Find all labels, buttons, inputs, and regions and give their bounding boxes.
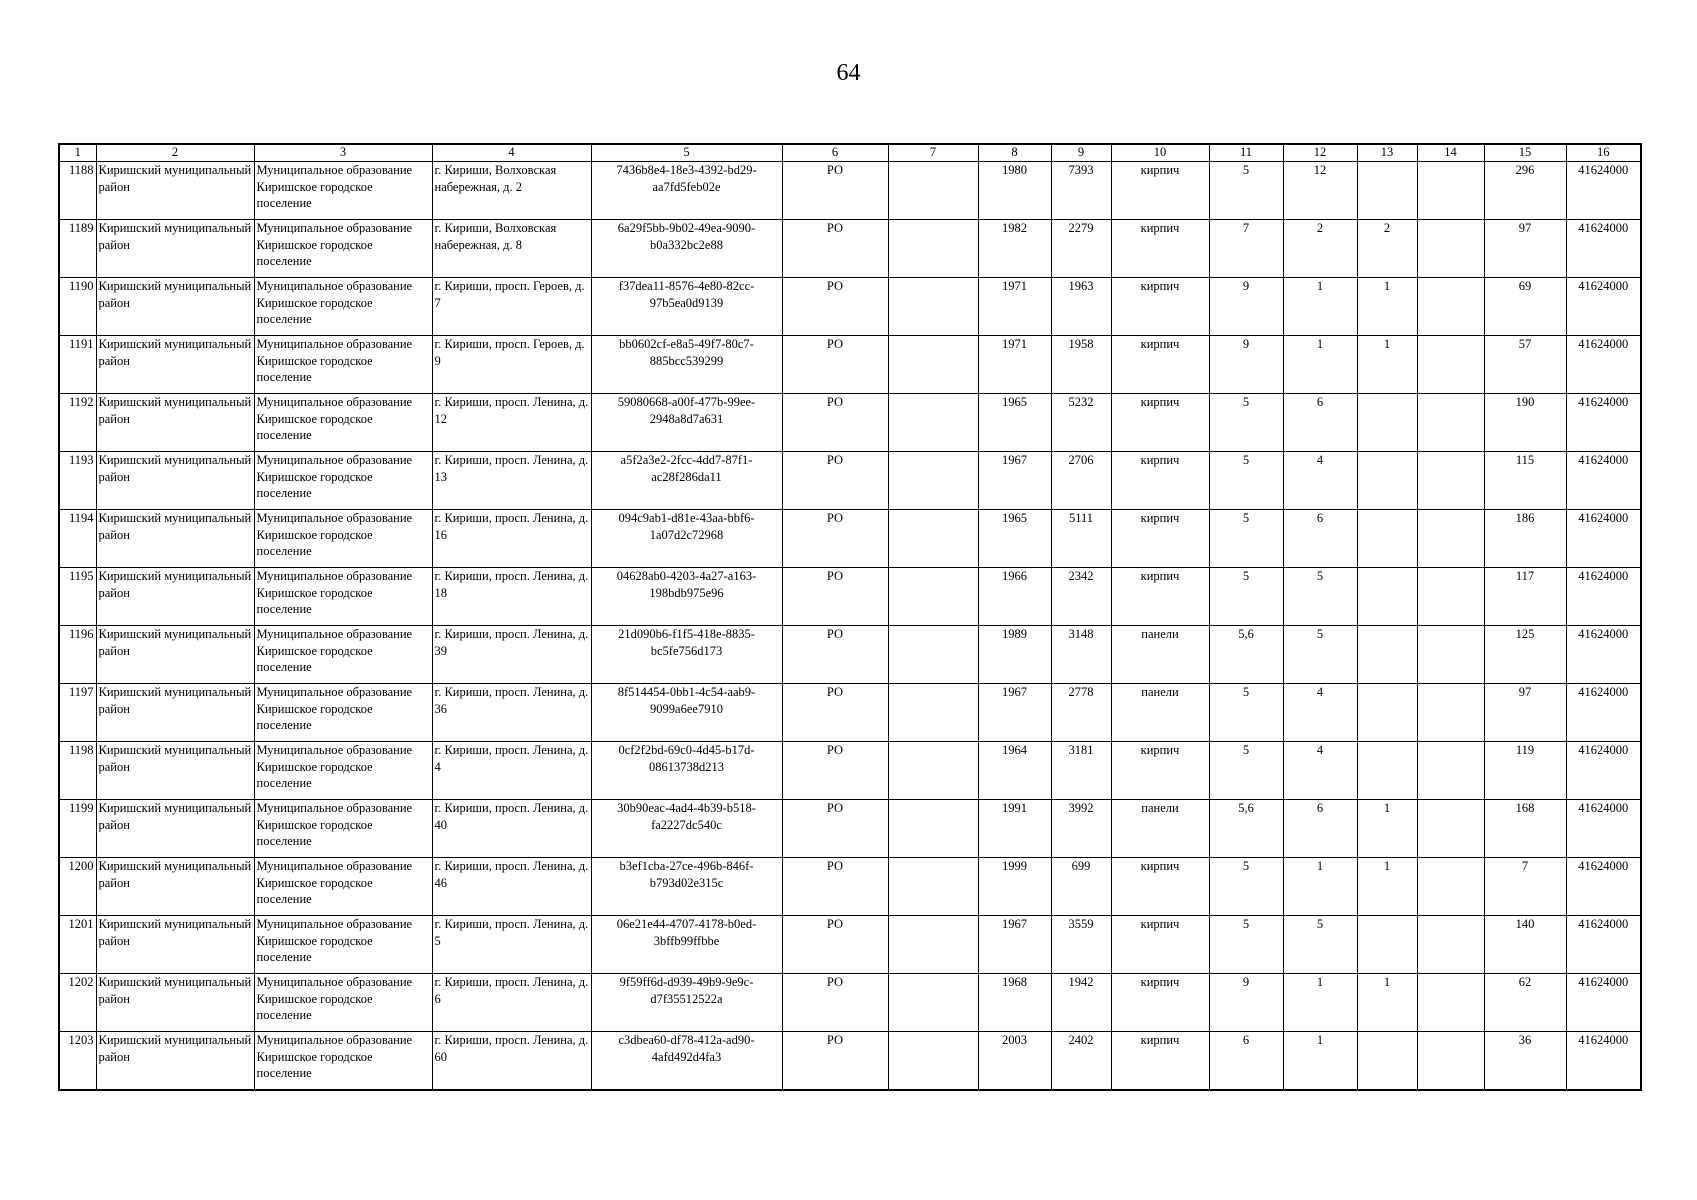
cell-floors: 5 bbox=[1209, 162, 1283, 220]
cell-municipality: Муниципальное образование Киришское городское поселение bbox=[254, 684, 432, 742]
cell-row-number: 1191 bbox=[59, 336, 96, 394]
cell-row-number: 1193 bbox=[59, 452, 96, 510]
cell-row-number: 1197 bbox=[59, 684, 96, 742]
cell-col-12: 4 bbox=[1283, 684, 1357, 742]
cell-fias-id: a5f2a3e2-2fcc-4dd7-87f1-ac28f286da11 bbox=[591, 452, 782, 510]
cell-district: Киришский муниципальный район bbox=[96, 916, 254, 974]
cell-build-year: 1989 bbox=[978, 626, 1051, 684]
cell-build-year: 1967 bbox=[978, 916, 1051, 974]
cell-col-15: 69 bbox=[1484, 278, 1566, 336]
cell-wall-material: кирпич bbox=[1111, 858, 1209, 916]
cell-col-13: 1 bbox=[1357, 858, 1417, 916]
cell-district: Киришский муниципальный район bbox=[96, 858, 254, 916]
cell-area: 1942 bbox=[1051, 974, 1111, 1032]
cell-area: 3559 bbox=[1051, 916, 1111, 974]
cell-district: Киришский муниципальный район bbox=[96, 974, 254, 1032]
cell-col-7 bbox=[888, 220, 978, 278]
cell-floors: 9 bbox=[1209, 278, 1283, 336]
table-row bbox=[59, 220, 1641, 278]
cell-col-15: 119 bbox=[1484, 742, 1566, 800]
cell-address: г. Кириши, просп. Героев, д. 7 bbox=[432, 278, 591, 336]
cell-fias-id: 094c9ab1-d81e-43aa-bbf6-1a07d2c72968 bbox=[591, 510, 782, 568]
cell-col-14 bbox=[1417, 220, 1484, 278]
column-header-14: 14 bbox=[1417, 144, 1484, 162]
cell-col-12: 1 bbox=[1283, 858, 1357, 916]
column-header-10: 10 bbox=[1111, 144, 1209, 162]
cell-col-13 bbox=[1357, 568, 1417, 626]
cell-management-type: РО bbox=[782, 336, 888, 394]
cell-row-number: 1195 bbox=[59, 568, 96, 626]
cell-wall-material: кирпич bbox=[1111, 394, 1209, 452]
cell-row-number: 1189 bbox=[59, 220, 96, 278]
cell-col-15: 62 bbox=[1484, 974, 1566, 1032]
cell-row-number: 1198 bbox=[59, 742, 96, 800]
cell-management-type: РО bbox=[782, 162, 888, 220]
cell-area: 699 bbox=[1051, 858, 1111, 916]
cell-area: 2342 bbox=[1051, 568, 1111, 626]
cell-col-13 bbox=[1357, 1032, 1417, 1090]
cell-col-14 bbox=[1417, 452, 1484, 510]
cell-municipality: Муниципальное образование Киришское городское поселение bbox=[254, 452, 432, 510]
cell-col-13 bbox=[1357, 626, 1417, 684]
column-header-8: 8 bbox=[978, 144, 1051, 162]
cell-municipality: Муниципальное образование Киришское городское поселение bbox=[254, 916, 432, 974]
cell-row-number: 1192 bbox=[59, 394, 96, 452]
cell-row-number: 1200 bbox=[59, 858, 96, 916]
cell-build-year: 1968 bbox=[978, 974, 1051, 1032]
cell-address: г. Кириши, просп. Ленина, д. 40 bbox=[432, 800, 591, 858]
cell-fias-id: b3ef1cba-27ce-496b-846f-b793d02e315c bbox=[591, 858, 782, 916]
cell-col-13: 1 bbox=[1357, 336, 1417, 394]
cell-col-15: 125 bbox=[1484, 626, 1566, 684]
cell-fias-id: 21d090b6-f1f5-418e-8835-bc5fe756d173 bbox=[591, 626, 782, 684]
cell-col-7 bbox=[888, 974, 978, 1032]
cell-col-7 bbox=[888, 1032, 978, 1090]
cell-area: 2402 bbox=[1051, 1032, 1111, 1090]
cell-row-number: 1202 bbox=[59, 974, 96, 1032]
cell-row-number: 1203 bbox=[59, 1032, 96, 1090]
column-header-9: 9 bbox=[1051, 144, 1111, 162]
cell-management-type: РО bbox=[782, 1032, 888, 1090]
column-number-header-row bbox=[59, 144, 1641, 162]
cell-management-type: РО bbox=[782, 916, 888, 974]
cell-management-type: РО bbox=[782, 220, 888, 278]
cell-row-number: 1194 bbox=[59, 510, 96, 568]
cell-col-13 bbox=[1357, 394, 1417, 452]
cell-col-12: 6 bbox=[1283, 510, 1357, 568]
cell-oktmo: 41624000 bbox=[1566, 626, 1641, 684]
cell-col-7 bbox=[888, 394, 978, 452]
cell-col-7 bbox=[888, 858, 978, 916]
cell-wall-material: панели bbox=[1111, 800, 1209, 858]
cell-district: Киришский муниципальный район bbox=[96, 626, 254, 684]
cell-col-7 bbox=[888, 278, 978, 336]
cell-build-year: 1999 bbox=[978, 858, 1051, 916]
cell-col-12: 4 bbox=[1283, 452, 1357, 510]
cell-oktmo: 41624000 bbox=[1566, 858, 1641, 916]
column-header-16: 16 bbox=[1566, 144, 1641, 162]
cell-municipality: Муниципальное образование Киришское городское поселение bbox=[254, 974, 432, 1032]
cell-fias-id: 0cf2f2bd-69c0-4d45-b17d-08613738d213 bbox=[591, 742, 782, 800]
cell-address: г. Кириши, просп. Ленина, д. 12 bbox=[432, 394, 591, 452]
cell-col-14 bbox=[1417, 684, 1484, 742]
cell-col-15: 168 bbox=[1484, 800, 1566, 858]
cell-wall-material: кирпич bbox=[1111, 510, 1209, 568]
cell-address: г. Кириши, просп. Ленина, д. 5 bbox=[432, 916, 591, 974]
cell-municipality: Муниципальное образование Киришское городское поселение bbox=[254, 568, 432, 626]
cell-col-12: 1 bbox=[1283, 336, 1357, 394]
cell-col-13: 1 bbox=[1357, 974, 1417, 1032]
cell-wall-material: кирпич bbox=[1111, 974, 1209, 1032]
cell-col-14 bbox=[1417, 568, 1484, 626]
cell-build-year: 1965 bbox=[978, 394, 1051, 452]
cell-area: 3992 bbox=[1051, 800, 1111, 858]
cell-wall-material: кирпич bbox=[1111, 568, 1209, 626]
cell-build-year: 1971 bbox=[978, 278, 1051, 336]
table-body bbox=[59, 162, 1641, 1090]
cell-col-7 bbox=[888, 162, 978, 220]
cell-build-year: 2003 bbox=[978, 1032, 1051, 1090]
cell-build-year: 1991 bbox=[978, 800, 1051, 858]
cell-management-type: РО bbox=[782, 278, 888, 336]
cell-build-year: 1964 bbox=[978, 742, 1051, 800]
cell-oktmo: 41624000 bbox=[1566, 974, 1641, 1032]
cell-col-15: 97 bbox=[1484, 220, 1566, 278]
table-row bbox=[59, 626, 1641, 684]
cell-district: Киришский муниципальный район bbox=[96, 568, 254, 626]
cell-municipality: Муниципальное образование Киришское городское поселение bbox=[254, 278, 432, 336]
cell-col-12: 12 bbox=[1283, 162, 1357, 220]
column-header-5: 5 bbox=[591, 144, 782, 162]
cell-district: Киришский муниципальный район bbox=[96, 162, 254, 220]
cell-area: 3181 bbox=[1051, 742, 1111, 800]
cell-municipality: Муниципальное образование Киришское городское поселение bbox=[254, 394, 432, 452]
cell-management-type: РО bbox=[782, 568, 888, 626]
cell-build-year: 1971 bbox=[978, 336, 1051, 394]
cell-address: г. Кириши, просп. Ленина, д. 39 bbox=[432, 626, 591, 684]
cell-area: 1963 bbox=[1051, 278, 1111, 336]
cell-district: Киришский муниципальный район bbox=[96, 336, 254, 394]
cell-col-15: 296 bbox=[1484, 162, 1566, 220]
column-header-1: 1 bbox=[59, 144, 96, 162]
cell-management-type: РО bbox=[782, 684, 888, 742]
cell-municipality: Муниципальное образование Киришское городское поселение bbox=[254, 220, 432, 278]
cell-address: г. Кириши, просп. Героев, д. 9 bbox=[432, 336, 591, 394]
cell-area: 2706 bbox=[1051, 452, 1111, 510]
cell-floors: 5 bbox=[1209, 510, 1283, 568]
cell-col-13 bbox=[1357, 452, 1417, 510]
table-row bbox=[59, 1032, 1641, 1090]
cell-row-number: 1190 bbox=[59, 278, 96, 336]
cell-floors: 5,6 bbox=[1209, 626, 1283, 684]
cell-municipality: Муниципальное образование Киришское городское поселение bbox=[254, 742, 432, 800]
cell-oktmo: 41624000 bbox=[1566, 510, 1641, 568]
cell-fias-id: 6a29f5bb-9b02-49ea-9090-b0a332bc2e88 bbox=[591, 220, 782, 278]
table-row bbox=[59, 916, 1641, 974]
cell-row-number: 1188 bbox=[59, 162, 96, 220]
column-header-12: 12 bbox=[1283, 144, 1357, 162]
cell-col-12: 5 bbox=[1283, 626, 1357, 684]
cell-wall-material: кирпич bbox=[1111, 220, 1209, 278]
cell-col-12: 5 bbox=[1283, 916, 1357, 974]
cell-oktmo: 41624000 bbox=[1566, 1032, 1641, 1090]
cell-wall-material: панели bbox=[1111, 684, 1209, 742]
cell-wall-material: кирпич bbox=[1111, 278, 1209, 336]
cell-municipality: Муниципальное образование Киришское городское поселение bbox=[254, 336, 432, 394]
cell-fias-id: 30b90eac-4ad4-4b39-b518-fa2227dc540c bbox=[591, 800, 782, 858]
cell-oktmo: 41624000 bbox=[1566, 278, 1641, 336]
cell-municipality: Муниципальное образование Киришское городское поселение bbox=[254, 1032, 432, 1090]
cell-build-year: 1982 bbox=[978, 220, 1051, 278]
cell-col-15: 186 bbox=[1484, 510, 1566, 568]
cell-floors: 5 bbox=[1209, 916, 1283, 974]
cell-col-14 bbox=[1417, 742, 1484, 800]
cell-fias-id: f37dea11-8576-4e80-82cc-97b5ea0d9139 bbox=[591, 278, 782, 336]
cell-management-type: РО bbox=[782, 974, 888, 1032]
cell-col-14 bbox=[1417, 800, 1484, 858]
cell-management-type: РО bbox=[782, 452, 888, 510]
cell-oktmo: 41624000 bbox=[1566, 220, 1641, 278]
cell-col-13: 1 bbox=[1357, 800, 1417, 858]
cell-district: Киришский муниципальный район bbox=[96, 1032, 254, 1090]
cell-management-type: РО bbox=[782, 510, 888, 568]
cell-floors: 5 bbox=[1209, 452, 1283, 510]
cell-col-15: 115 bbox=[1484, 452, 1566, 510]
cell-col-7 bbox=[888, 568, 978, 626]
cell-floors: 7 bbox=[1209, 220, 1283, 278]
cell-floors: 9 bbox=[1209, 974, 1283, 1032]
column-header-4: 4 bbox=[432, 144, 591, 162]
cell-management-type: РО bbox=[782, 800, 888, 858]
cell-floors: 5,6 bbox=[1209, 800, 1283, 858]
cell-district: Киришский муниципальный район bbox=[96, 510, 254, 568]
cell-col-15: 97 bbox=[1484, 684, 1566, 742]
cell-floors: 5 bbox=[1209, 568, 1283, 626]
cell-col-7 bbox=[888, 800, 978, 858]
cell-wall-material: кирпич bbox=[1111, 916, 1209, 974]
cell-build-year: 1965 bbox=[978, 510, 1051, 568]
cell-col-13: 2 bbox=[1357, 220, 1417, 278]
cell-col-7 bbox=[888, 510, 978, 568]
cell-col-15: 7 bbox=[1484, 858, 1566, 916]
table-row bbox=[59, 452, 1641, 510]
cell-row-number: 1199 bbox=[59, 800, 96, 858]
cell-col-12: 1 bbox=[1283, 1032, 1357, 1090]
cell-col-13 bbox=[1357, 742, 1417, 800]
cell-col-15: 117 bbox=[1484, 568, 1566, 626]
cell-row-number: 1201 bbox=[59, 916, 96, 974]
cell-col-7 bbox=[888, 452, 978, 510]
cell-oktmo: 41624000 bbox=[1566, 452, 1641, 510]
cell-municipality: Муниципальное образование Киришское городское поселение bbox=[254, 626, 432, 684]
housing-registry-table bbox=[58, 143, 1642, 1091]
cell-wall-material: панели bbox=[1111, 626, 1209, 684]
table-row bbox=[59, 858, 1641, 916]
cell-col-15: 57 bbox=[1484, 336, 1566, 394]
column-header-3: 3 bbox=[254, 144, 432, 162]
cell-floors: 5 bbox=[1209, 858, 1283, 916]
cell-oktmo: 41624000 bbox=[1566, 162, 1641, 220]
column-header-11: 11 bbox=[1209, 144, 1283, 162]
cell-district: Киришский муниципальный район bbox=[96, 684, 254, 742]
table-row bbox=[59, 510, 1641, 568]
cell-col-7 bbox=[888, 742, 978, 800]
cell-col-12: 2 bbox=[1283, 220, 1357, 278]
cell-col-13 bbox=[1357, 916, 1417, 974]
cell-col-13 bbox=[1357, 162, 1417, 220]
cell-oktmo: 41624000 bbox=[1566, 684, 1641, 742]
cell-fias-id: 04628ab0-4203-4a27-a163-198bdb975e96 bbox=[591, 568, 782, 626]
cell-district: Киришский муниципальный район bbox=[96, 800, 254, 858]
cell-address: г. Кириши, просп. Ленина, д. 60 bbox=[432, 1032, 591, 1090]
cell-management-type: РО bbox=[782, 858, 888, 916]
cell-col-7 bbox=[888, 684, 978, 742]
cell-col-14 bbox=[1417, 974, 1484, 1032]
cell-col-14 bbox=[1417, 278, 1484, 336]
cell-district: Киришский муниципальный район bbox=[96, 220, 254, 278]
table-row bbox=[59, 336, 1641, 394]
cell-col-13 bbox=[1357, 510, 1417, 568]
cell-address: г. Кириши, просп. Ленина, д. 4 bbox=[432, 742, 591, 800]
cell-address: г. Кириши, просп. Ленина, д. 16 bbox=[432, 510, 591, 568]
cell-col-12: 6 bbox=[1283, 800, 1357, 858]
cell-col-14 bbox=[1417, 162, 1484, 220]
cell-col-14 bbox=[1417, 394, 1484, 452]
cell-col-14 bbox=[1417, 336, 1484, 394]
cell-col-12: 6 bbox=[1283, 394, 1357, 452]
cell-col-15: 140 bbox=[1484, 916, 1566, 974]
cell-oktmo: 41624000 bbox=[1566, 800, 1641, 858]
cell-address: г. Кириши, просп. Ленина, д. 46 bbox=[432, 858, 591, 916]
cell-address: г. Кириши, просп. Ленина, д. 36 bbox=[432, 684, 591, 742]
cell-municipality: Муниципальное образование Киришское городское поселение bbox=[254, 510, 432, 568]
cell-area: 7393 bbox=[1051, 162, 1111, 220]
page-number: 64 bbox=[836, 60, 861, 86]
cell-district: Киришский муниципальный район bbox=[96, 278, 254, 336]
cell-floors: 6 bbox=[1209, 1032, 1283, 1090]
cell-floors: 5 bbox=[1209, 742, 1283, 800]
cell-col-13: 1 bbox=[1357, 278, 1417, 336]
cell-col-12: 5 bbox=[1283, 568, 1357, 626]
cell-oktmo: 41624000 bbox=[1566, 568, 1641, 626]
cell-municipality: Муниципальное образование Киришское городское поселение bbox=[254, 858, 432, 916]
table-row bbox=[59, 800, 1641, 858]
cell-wall-material: кирпич bbox=[1111, 742, 1209, 800]
cell-build-year: 1967 bbox=[978, 684, 1051, 742]
cell-build-year: 1980 bbox=[978, 162, 1051, 220]
cell-col-14 bbox=[1417, 916, 1484, 974]
table-row bbox=[59, 684, 1641, 742]
cell-col-14 bbox=[1417, 1032, 1484, 1090]
cell-col-7 bbox=[888, 916, 978, 974]
cell-area: 5111 bbox=[1051, 510, 1111, 568]
column-header-2: 2 bbox=[96, 144, 254, 162]
cell-district: Киришский муниципальный район bbox=[96, 394, 254, 452]
cell-address: г. Кириши, просп. Ленина, д. 6 bbox=[432, 974, 591, 1032]
cell-fias-id: 7436b8e4-18e3-4392-bd29-aa7fd5feb02e bbox=[591, 162, 782, 220]
cell-col-12: 1 bbox=[1283, 278, 1357, 336]
cell-floors: 9 bbox=[1209, 336, 1283, 394]
cell-fias-id: bb0602cf-e8a5-49f7-80c7-885bcc539299 bbox=[591, 336, 782, 394]
cell-wall-material: кирпич bbox=[1111, 336, 1209, 394]
cell-col-14 bbox=[1417, 510, 1484, 568]
cell-col-15: 190 bbox=[1484, 394, 1566, 452]
cell-area: 2279 bbox=[1051, 220, 1111, 278]
cell-fias-id: 8f514454-0bb1-4c54-aab9-9099a6ee7910 bbox=[591, 684, 782, 742]
cell-floors: 5 bbox=[1209, 684, 1283, 742]
cell-address: г. Кириши, Волховская набережная, д. 2 bbox=[432, 162, 591, 220]
column-header-7: 7 bbox=[888, 144, 978, 162]
cell-row-number: 1196 bbox=[59, 626, 96, 684]
table-row bbox=[59, 278, 1641, 336]
cell-col-15: 36 bbox=[1484, 1032, 1566, 1090]
cell-oktmo: 41624000 bbox=[1566, 916, 1641, 974]
cell-area: 2778 bbox=[1051, 684, 1111, 742]
column-header-6: 6 bbox=[782, 144, 888, 162]
cell-district: Киришский муниципальный район bbox=[96, 742, 254, 800]
table-row bbox=[59, 568, 1641, 626]
table-row bbox=[59, 394, 1641, 452]
cell-municipality: Муниципальное образование Киришское городское поселение bbox=[254, 162, 432, 220]
cell-address: г. Кириши, Волховская набережная, д. 8 bbox=[432, 220, 591, 278]
cell-wall-material: кирпич bbox=[1111, 452, 1209, 510]
cell-wall-material: кирпич bbox=[1111, 1032, 1209, 1090]
cell-floors: 5 bbox=[1209, 394, 1283, 452]
cell-fias-id: 06e21e44-4707-4178-b0ed-3bffb99ffbbe bbox=[591, 916, 782, 974]
cell-management-type: РО bbox=[782, 626, 888, 684]
cell-wall-material: кирпич bbox=[1111, 162, 1209, 220]
cell-build-year: 1966 bbox=[978, 568, 1051, 626]
table-row bbox=[59, 162, 1641, 220]
cell-col-14 bbox=[1417, 626, 1484, 684]
cell-management-type: РО bbox=[782, 394, 888, 452]
cell-col-7 bbox=[888, 336, 978, 394]
cell-col-7 bbox=[888, 626, 978, 684]
cell-col-13 bbox=[1357, 684, 1417, 742]
cell-district: Киришский муниципальный район bbox=[96, 452, 254, 510]
cell-management-type: РО bbox=[782, 742, 888, 800]
table-row bbox=[59, 742, 1641, 800]
cell-municipality: Муниципальное образование Киришское городское поселение bbox=[254, 800, 432, 858]
cell-fias-id: 9f59ff6d-d939-49b9-9e9c-d7f35512522a bbox=[591, 974, 782, 1032]
cell-col-12: 1 bbox=[1283, 974, 1357, 1032]
cell-fias-id: 59080668-a00f-477b-99ee-2948a8d7a631 bbox=[591, 394, 782, 452]
cell-area: 5232 bbox=[1051, 394, 1111, 452]
cell-fias-id: c3dbea60-df78-412a-ad90-4afd492d4fa3 bbox=[591, 1032, 782, 1090]
cell-address: г. Кириши, просп. Ленина, д. 13 bbox=[432, 452, 591, 510]
cell-oktmo: 41624000 bbox=[1566, 742, 1641, 800]
column-header-13: 13 bbox=[1357, 144, 1417, 162]
table-row bbox=[59, 974, 1641, 1032]
cell-col-12: 4 bbox=[1283, 742, 1357, 800]
column-header-15: 15 bbox=[1484, 144, 1566, 162]
cell-oktmo: 41624000 bbox=[1566, 336, 1641, 394]
cell-area: 1958 bbox=[1051, 336, 1111, 394]
cell-col-14 bbox=[1417, 858, 1484, 916]
cell-build-year: 1967 bbox=[978, 452, 1051, 510]
cell-address: г. Кириши, просп. Ленина, д. 18 bbox=[432, 568, 591, 626]
cell-area: 3148 bbox=[1051, 626, 1111, 684]
cell-oktmo: 41624000 bbox=[1566, 394, 1641, 452]
